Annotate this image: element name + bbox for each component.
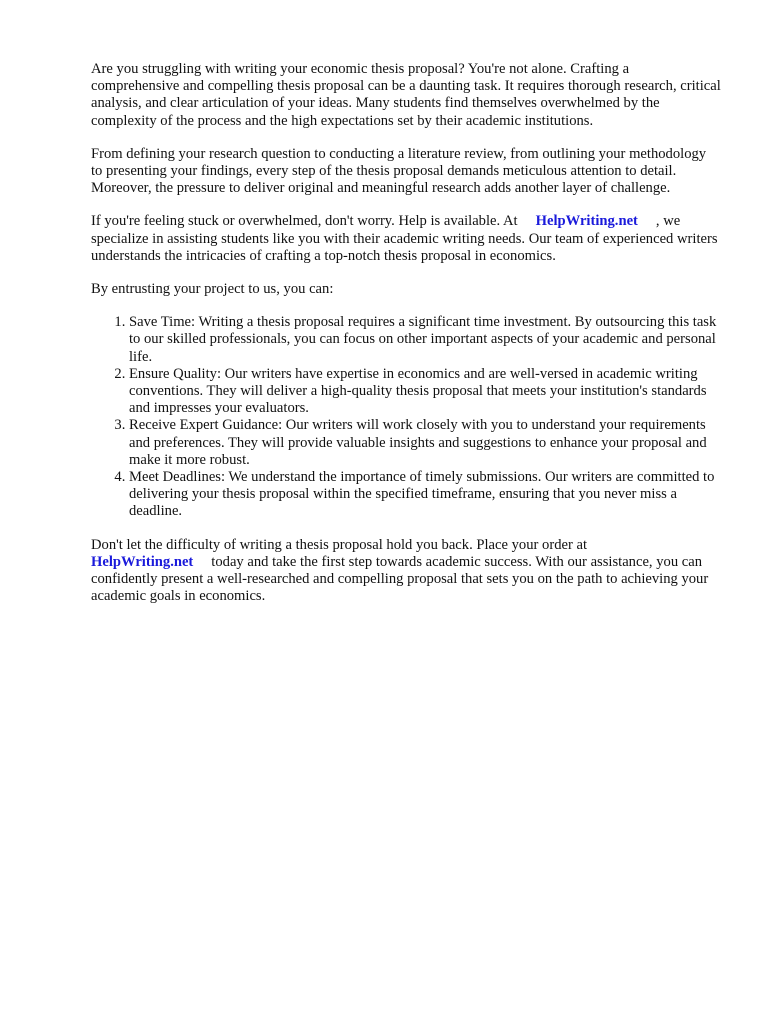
document-page bbox=[91, 61, 721, 621]
list-item: 3. Receive Expert Guidance: Our writers will work closely with you to understand your requirements and preferences. They will provide valuable insights and suggestions to enhance your proposal and make it more robust. bbox=[129, 417, 721, 469]
list-item: 4. Meet Deadlines: We understand the importance of timely submissions. Our writers are committed to delivering your thesis proposal within the specified timeframe, ensuring that you never miss a deadline. bbox=[129, 469, 721, 521]
intro-paragraph: Are you struggling with writing your economic thesis proposal? You're not alone. Crafting a comprehensive and compelling thesis proposal can be a daunting task. It requires thorough research, critical analysis, and clear articulation of your ideas. Many students find themselves overwhelmed by the complexity of the process and the high expectations set by their academic institutions. bbox=[91, 61, 721, 129]
closing-text-after: today and take the first step towards academic success. With our assistance, you can confidently present a well-researched and compelling proposal that sets you on the path to achieving your academic goals in economics. bbox=[91, 553, 709, 605]
helpwriting-order-link[interactable]: HelpWriting.net bbox=[91, 553, 194, 570]
benefits-list bbox=[91, 314, 721, 520]
help-text-after: , we specialize in assisting students like you with their academic writing needs. Our team of experienced writers understands the intricacies of crafting a top-notch thesis proposal in economics. bbox=[91, 213, 718, 264]
list-item: 1. Save Time: Writing a thesis proposal requires a significant time investment. By outsourcing this task to our skilled professionals, you can focus on other important aspects of your academic and personal life. bbox=[129, 314, 721, 366]
process-paragraph: From defining your research question to conducting a literature review, from outlining your methodology to presenting your findings, every step of the thesis proposal demands meticulous attention to detail. Moreover, the pressure to deliver original and meaningful research adds another layer of challenge. bbox=[91, 145, 707, 197]
entrust-paragraph: By entrusting your project to us, you can: bbox=[91, 281, 334, 298]
closing-text-before: Don't let the difficulty of writing a thesis proposal hold you back. Place your order at bbox=[91, 536, 588, 553]
closing-paragraph bbox=[91, 537, 721, 606]
list-item: 2. Ensure Quality: Our writers have expertise in economics and are well-versed in academic writing conventions. They will deliver a high-quality thesis proposal that meets your institution's standards and impresses your evaluators. bbox=[129, 366, 721, 418]
helpwriting-link[interactable]: HelpWriting.net bbox=[535, 213, 638, 230]
help-paragraph bbox=[91, 213, 721, 265]
help-text-before: If you're feeling stuck or overwhelmed, don't worry. Help is available. At bbox=[91, 213, 518, 230]
